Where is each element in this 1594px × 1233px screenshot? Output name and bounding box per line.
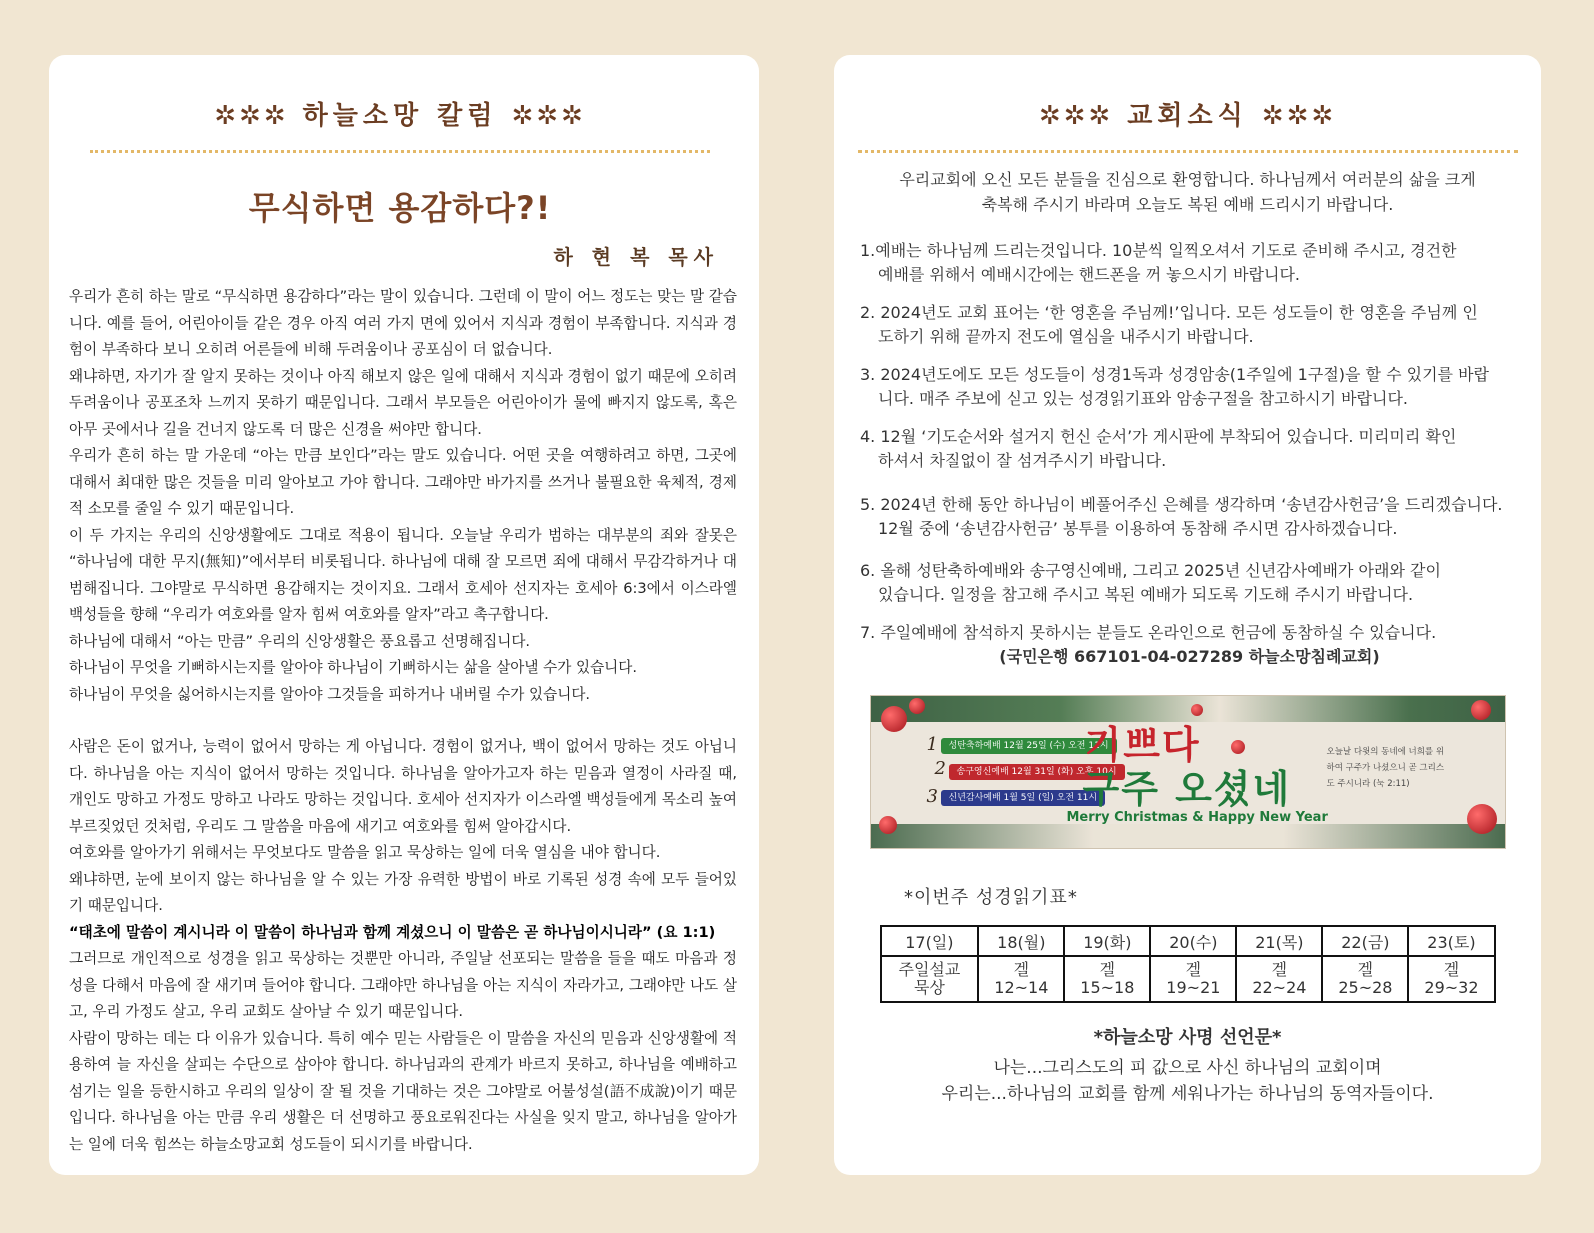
reading-chapters: 29~32: [1424, 978, 1479, 997]
reading-chapters: 25~28: [1338, 978, 1393, 997]
stars-decoration-right: ✲✲✲: [511, 101, 586, 131]
notice-item: [860, 493, 1519, 541]
event-label: 성탄축하예배 12월 25일 (수) 오전 11시: [941, 738, 1117, 754]
ornament-icon: [1467, 804, 1497, 834]
reading-book: 겔: [1357, 960, 1374, 979]
notice-line: 3. 2024년도에도 모든 성도들이 성경1독과 성경암송(1주일에 1구절)을 할 수 있기를 바랍: [860, 365, 1490, 384]
welcome-message: [848, 167, 1527, 217]
pine-garland-bottom: [871, 824, 1505, 848]
event-label: 송구영신예배 12월 31일 (화) 오후 10시: [949, 764, 1125, 780]
column-paragraph: 이 두 가지는 우리의 신앙생활에도 그대로 적용이 됩니다. 오늘날 우리가 범하는 대부분의 죄와 잘못은 “하나님에 대한 무지(無知)”에서부터 비롯됩니다. 하나님에 대해 잘 모르면 죄에 대해서 무감각하거나 대범해집니다. 그야말로 무식하면 용감해지는 것이지요. 그래서 호세아 선지자는 호세아 6:3에서 이스라엘 백성들을 향해 “우리가 여호와를 알자 힘써 여호와를 알자”라고 촉구합니다.: [69, 526, 737, 623]
reading-cell: [1064, 956, 1150, 1002]
reading-chapters: 22~24: [1252, 978, 1307, 997]
notice-item: [860, 559, 1519, 607]
reading-chapters: 12~14: [994, 978, 1049, 997]
banner-verse: 오늘날 다윗의 동네에 너희를 위하여 구주가 나셨으니 곧 그리스도 주시니라 (눅 2:11): [1326, 747, 1445, 789]
banner-headline-1: 기쁘다: [1084, 723, 1201, 767]
column-paragraph: 우리가 흔히 하는 말로 “무식하면 용감하다”라는 말이 있습니다. 그런데 이 말이 어느 정도는 맞는 말 같습니다. 예를 들어, 어린아이들 같은 경우 아직 여러 가지 면에 있어서 지식과 경험이 부족합니다. 지식과 경험이 부족하다 보니 오히려 어른들에 비해 두려움이나 공포심이 더 없습니다.: [69, 288, 737, 358]
reading-day: 23(토): [1408, 926, 1494, 956]
reading-cell: [1150, 956, 1236, 1002]
notice-item: [860, 363, 1519, 411]
notice-line: 6. 올해 성탄축하예배와 송구영신예배, 그리고 2025년 신년감사예배가 아래와 같이: [860, 561, 1441, 580]
reading-book: 겔: [1443, 960, 1460, 979]
reading-day: 19(화): [1064, 926, 1150, 956]
reading-day: 18(월): [978, 926, 1064, 956]
notice-line: 있습니다. 일정을 참고해 주시고 복된 예배가 되도록 기도해 주시기 바랍니다.: [878, 585, 1414, 604]
news-header: [848, 95, 1527, 132]
notice-line: 12월 중에 ‘송년감사헌금’ 봉투를 이용하여 동참해 주시면 감사하겠습니다.: [878, 519, 1398, 538]
column-paragraph: 우리가 흔히 하는 말 가운데 “아는 만큼 보인다”라는 말도 있습니다. 어떤 곳을 여행하려고 하면, 그곳에 대해서 최대한 많은 것들을 미리 알아보고 가야 합니다. 그래야만 바가지를 쓰거나 불필요한 육체적, 경제적 소모를 줄일 수 있기 때문입니다.: [69, 447, 737, 517]
ornament-icon: [881, 706, 907, 732]
notice-line: 5. 2024년 한해 동안 하나님이 베풀어주신 은혜를 생각하며 ‘송년감사헌금’을 드리겠습니다.: [860, 495, 1503, 514]
reading-chapters: 19~21: [1166, 978, 1221, 997]
ornament-icon: [909, 698, 925, 714]
mission-line: 우리는...하나님의 교회를 함께 세워나가는 하나님의 동역자들이다.: [941, 1084, 1434, 1104]
column-paragraph: 여호와를 알아가기 위해서는 무엇보다도 말씀을 읽고 묵상하는 일에 더욱 열심을 내야 합니다.: [69, 844, 661, 861]
mission-title: *하늘소망 사명 선언문*: [1093, 1027, 1282, 1048]
column-paragraph: 그러므로 개인적으로 성경을 읽고 묵상하는 것뿐만 아니라, 주일날 선포되는 말씀을 들을 때도 마음과 정성을 다해서 마음에 잘 새기며 들어야 합니다. 그래야만 하나님을 아는 지식이 자라가고, 그래야만 나도 살고, 우리 가정도 살고, 우리 교회도 살아날 수 있기 때문입니다.: [69, 950, 737, 1020]
event-number: 1: [926, 734, 938, 755]
notice-line: 하셔서 차질없이 잘 섬겨주시기 바랍니다.: [878, 451, 1167, 470]
reading-chapters: 묵상: [913, 978, 945, 997]
ornament-icon: [879, 816, 897, 834]
notice-item: [860, 621, 1519, 669]
event-number: 2: [934, 758, 946, 779]
column-header-text: 하늘소망 칼럼: [302, 101, 498, 131]
notice-list: [848, 239, 1527, 669]
dotted-divider: [90, 150, 710, 153]
mission-statement: [848, 1055, 1527, 1107]
notice-line: 2. 2024년도 교회 표어는 ‘한 영혼을 주님께!’입니다. 모든 성도들이 한 영혼을 주님께 인: [860, 303, 1478, 322]
reading-day: 17(일): [881, 926, 979, 956]
reading-chapters: 15~18: [1080, 978, 1135, 997]
reading-days-row: [881, 926, 1495, 956]
bible-quote: “태초에 말씀이 계시니라 이 말씀이 하나님과 함께 계셨으니 이 말씀은 곧 하나님이시니라” (요 1:1): [69, 923, 716, 941]
mission-line: 나는...그리스도의 피 값으로 사신 하나님의 교회이며: [993, 1058, 1382, 1078]
reading-book: 겔: [1271, 960, 1288, 979]
welcome-line: 우리교회에 오신 모든 분들을 진심으로 환영합니다. 하나님께서 여러분의 삶을 크게: [899, 170, 1476, 189]
notice-line: (국민은행 667101-04-027289 하늘소망침례교회): [999, 647, 1380, 666]
notice-line: 도하기 위해 끝까지 전도에 열심을 내주시기 바랍니다.: [878, 327, 1254, 346]
column-body: [63, 284, 737, 1158]
reading-cell: [1408, 956, 1494, 1002]
dotted-divider: [858, 150, 1518, 153]
reading-day: 22(금): [1322, 926, 1408, 956]
christmas-banner: [870, 695, 1506, 849]
reading-day: 21(목): [1236, 926, 1322, 956]
reading-book: 겔: [1185, 960, 1202, 979]
notice-line: 7. 주일예배에 참석하지 못하시는 분들도 온라인으로 헌금에 동참하실 수 있습니다.: [860, 623, 1437, 642]
notice-line: 4. 12월 ‘기도순서와 설거지 헌신 순서’가 게시판에 부착되어 있습니다. 미리미리 확인: [860, 427, 1457, 446]
welcome-line: 축복해 주시기 바라며 오늘도 복된 예배 드리시기 바랍니다.: [981, 195, 1394, 214]
news-header-text: 교회소식: [1127, 101, 1248, 131]
column-header: [63, 95, 737, 132]
notice-line: 예배를 위해서 예배시간에는 핸드폰을 꺼 놓으시기 바랍니다.: [878, 265, 1301, 284]
column-paragraph: 하나님에 대해서 “아는 만큼” 우리의 신앙생활은 풍요롭고 선명해집니다.: [69, 632, 531, 650]
paragraph-gap: [69, 708, 737, 734]
reading-cell: [881, 956, 979, 1002]
column-paragraph: 왜냐하면, 눈에 보이지 않는 하나님을 알 수 있는 가장 유력한 방법이 바로 기록된 성경 속에 모두 들어있기 때문입니다.: [69, 870, 737, 914]
column-paragraph: 사람이 망하는 데는 다 이유가 있습니다. 특히 예수 믿는 사람들은 이 말씀을 자신의 믿음과 신앙생활에 적용하여 늘 자신을 살피는 수단으로 삼아야 합니다. 하나님과의 관계가 바르지 못하고, 하나님을 예배하고 섬기는 일을 등한시하고 우리의 일상이 잘 될 것을 기대하는 것은 그야말로 어불성설(語不成說)이기 때문입니다. 하나님을 아는 만큼 우리 생활은 더 선명하고 풍요로워진다는 사실을 잊지 말고, 하나님을 알아가는 일에 더욱 힘쓰는 하늘소망교회 성도들이 되시기를 바랍니다.: [69, 1029, 737, 1153]
reading-plan-row: [881, 956, 1495, 1002]
event-label: 신년감사예배 1월 5일 (일) 오전 11시: [941, 790, 1106, 806]
column-paragraph: 사람은 돈이 없거나, 능력이 없어서 망하는 게 아닙니다. 경험이 없거나, 백이 없어서 망하는 것도 아닙니다. 하나님을 아는 지식이 없어서 망하는 것입니다. 하나님을 알아가고자 하는 믿음과 열정이 사라질 때, 개인도 망하고 가정도 망하고 나라도 망하는 것입니다. 호세아 선지자가 이스라엘 백성들에게 목소리 높여 부르짖었던 것처럼, 우리도 그 말씀을 마음에 새기고 여호와를 힘써 알아갑시다.: [69, 738, 737, 835]
reading-cell: [1236, 956, 1322, 1002]
reading-cell: [1322, 956, 1408, 1002]
news-panel: [834, 55, 1541, 1175]
stars-decoration-left: ✲✲✲: [1038, 101, 1114, 131]
reading-book: 주일설교: [898, 960, 961, 979]
reading-book: 겔: [1099, 960, 1116, 979]
banner-headline-2: 구주 오셨네: [1082, 767, 1292, 811]
event-number: 3: [926, 786, 938, 807]
notice-item: [860, 301, 1519, 349]
reading-day: 20(수): [1150, 926, 1236, 956]
stars-decoration-left: ✲✲✲: [214, 101, 289, 131]
column-paragraph: 왜냐하면, 자기가 잘 알지 못하는 것이나 아직 해보지 않은 일에 대해서 지식과 경험이 없기 때문에 오히려 두려움이나 공포조차 느끼지 못하기 때문입니다. 그래서 부모들은 어린아이가 물에 빠지지 않도록, 혹은 아무 곳에서나 길을 건너지 않도록 더 많은 신경을 써야만 합니다.: [69, 367, 737, 438]
ornament-icon: [1231, 740, 1245, 754]
notice-item: [860, 425, 1519, 473]
notice-line: 니다. 매주 주보에 싣고 있는 성경읽기표와 암송구절을 참고하시기 바랍니다.: [878, 389, 1408, 408]
column-author: 하 현 복 목사: [553, 245, 719, 269]
reading-book: 겔: [1013, 960, 1030, 979]
notice-item: [860, 239, 1519, 287]
stars-decoration-right: ✲✲✲: [1261, 101, 1337, 131]
ornament-icon: [1471, 700, 1491, 720]
column-paragraph: 하나님이 무엇을 싫어하시는지를 알아야 그것들을 피하거나 내버릴 수가 있습니다.: [69, 685, 591, 703]
notice-line: 1.예배는 하나님께 드리는것입니다. 10분씩 일찍오셔서 기도로 준비해 주시고, 경건한: [860, 241, 1457, 260]
column-panel: [49, 55, 759, 1175]
reading-title: *이번주 성경읽기표*: [904, 887, 1078, 908]
column-title: 무식하면 용감하다?!: [248, 189, 552, 227]
reading-cell: [978, 956, 1064, 1002]
column-paragraph: 하나님이 무엇을 기뻐하시는지를 알아야 하나님이 기뻐하시는 삶을 살아낼 수가 있습니다.: [69, 659, 638, 676]
reading-table: [880, 925, 1496, 1003]
banner-greeting: Merry Christmas & Happy New Year: [1066, 810, 1328, 825]
